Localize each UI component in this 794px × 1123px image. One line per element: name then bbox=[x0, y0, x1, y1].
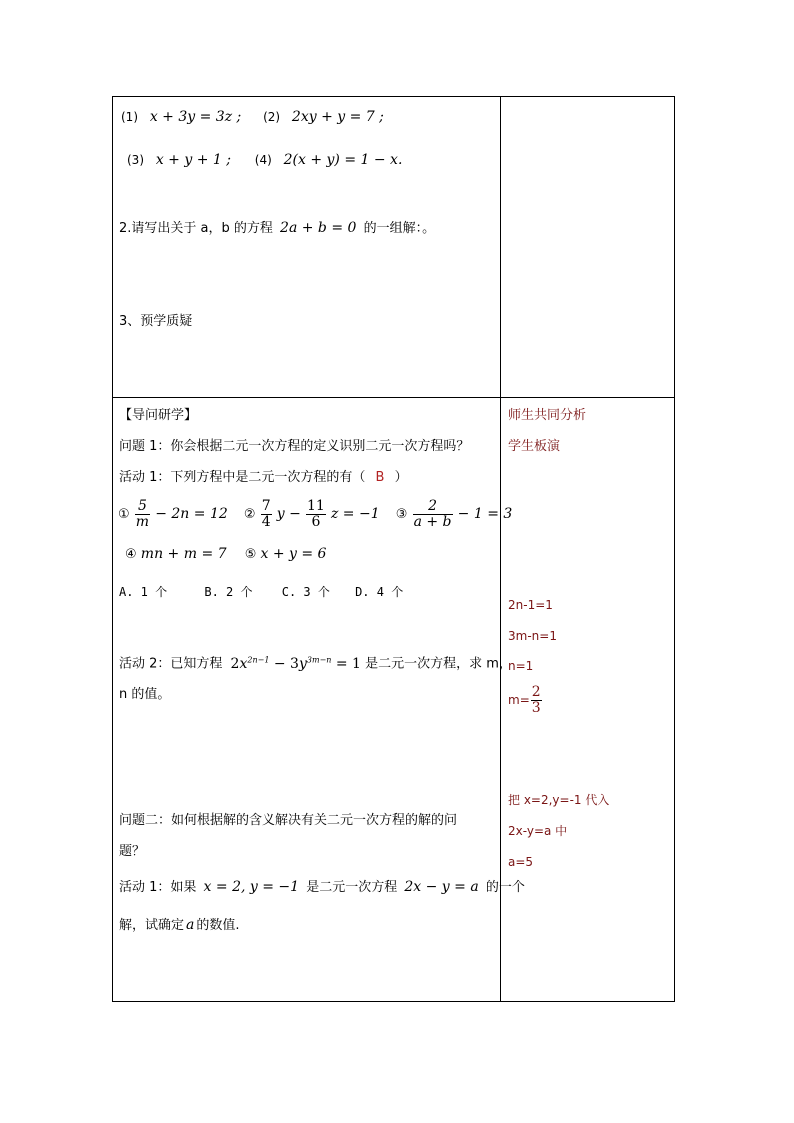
q1-line2: (3) x + y + 1 ; (4) 2(x + y) = 1 − x. bbox=[127, 152, 403, 168]
q1-line1: (1) x + 3y = 3z ; (2) 2xy + y = 7 ; bbox=[121, 109, 384, 125]
activity1-answer: B bbox=[375, 470, 385, 485]
equations-row2: ④ mn + m = 7 ⑤ x + y = 6 bbox=[125, 546, 327, 562]
activity1: 活动 1：下列方程中是二元一次方程的有（ B ） bbox=[119, 470, 408, 485]
option-a: A. 1 个 bbox=[119, 585, 168, 599]
guide-heading: 【导问研学】 bbox=[119, 408, 198, 423]
q2-line: 2.请写出关于 a，b 的方程 2a + b = 0 的一组解：。 bbox=[119, 220, 436, 236]
column-divider bbox=[500, 97, 501, 1001]
activity3-line2: 解，试确定 a 的数值. bbox=[119, 917, 240, 933]
row-divider bbox=[113, 397, 674, 398]
solution-line-7: a=5 bbox=[508, 855, 534, 869]
option-c: C. 3 个 bbox=[281, 585, 330, 599]
activity3-line1: 活动 1：如果 x = 2, y = −1 是二元一次方程 2x − y = a 的一个 bbox=[119, 879, 525, 895]
option-b: B. 2 个 bbox=[204, 585, 253, 599]
solution-line-2: 3m-n=1 bbox=[508, 629, 557, 643]
activity2-line1: 活动 2：已知方程 $2x^{2n-1} - 3y^{3m-n} = 1$ 是二元一次方程，求 m， bbox=[119, 655, 512, 672]
solution-line-6: 2x-y=a 中 bbox=[508, 824, 568, 838]
solution-line-1: 2n-1=1 bbox=[508, 598, 553, 612]
eq3-fraction: $\frac{2}{a + b}$ bbox=[413, 498, 452, 530]
problem2-line1: 问题二：如何根据解的含义解决有关二元一次方程的解的问 bbox=[119, 813, 458, 828]
eq1-fraction: $\frac{5}{m}$ bbox=[135, 498, 150, 530]
note-board: 学生板演 bbox=[508, 439, 561, 454]
eq2-fraction-b: $\frac{11}{6}$ bbox=[307, 498, 325, 530]
equations-row1: ① $\frac{5}{m}$ − 2n = 12 ② $\frac{7}{4}$ y − $\frac{11}{6}$ z = −1 ③ $\frac{2}{a + b}$ − 1 = 3 bbox=[118, 498, 513, 530]
note-analysis: 师生共同分析 bbox=[508, 408, 587, 423]
option-d: D. 4 个 bbox=[355, 585, 404, 599]
problem2-line2: 题？ bbox=[119, 844, 146, 859]
solution-line-3: n=1 bbox=[508, 659, 534, 673]
eq2-fraction-a: $\frac{7}{4}$ bbox=[261, 498, 271, 530]
q3-line: 3、预学质疑 bbox=[119, 314, 193, 329]
solution-line-5: 把 x=2,y=-1 代入 bbox=[508, 793, 610, 807]
solution-m-value: m= $\frac{2}{3}$ bbox=[508, 684, 541, 716]
answer-options bbox=[119, 584, 403, 600]
lesson-table bbox=[112, 96, 675, 1002]
activity2-line2: n 的值。 bbox=[119, 687, 171, 702]
problem1: 问题 1：你会根据二元一次方程的定义识别二元一次方程吗？ bbox=[119, 439, 470, 454]
m-fraction: $\frac{2}{3}$ bbox=[531, 684, 541, 716]
